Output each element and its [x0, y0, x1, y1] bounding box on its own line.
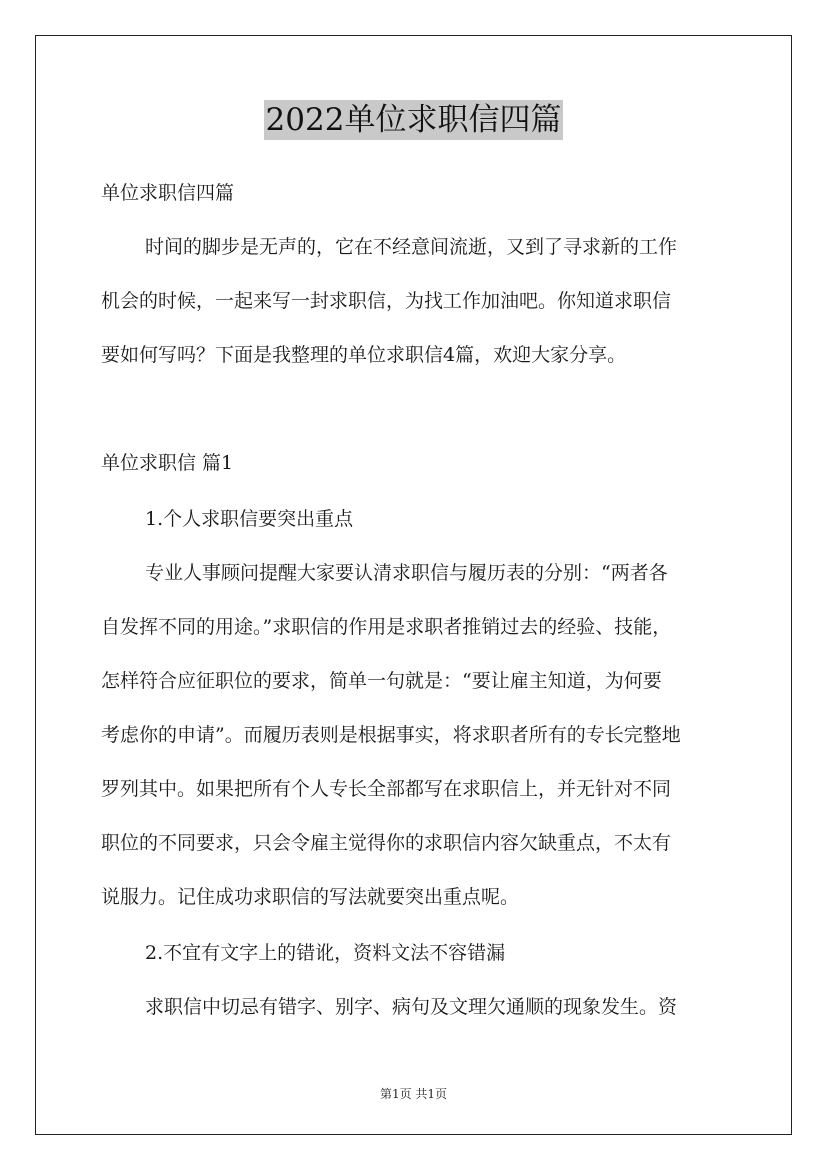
point1-heading: 1.个人求职信要突出重点 [145, 508, 354, 530]
point2-line-1: 求职信中切忌有错字、别字、病句及文理欠通顺的现象发生。资 [145, 996, 678, 1018]
title-container [0, 100, 827, 140]
point1-line-1: 专业人事顾问提醒大家要认清求职信与履历表的分别：“两者各 [145, 562, 668, 584]
point1-line-2: 自发挥不同的用途。”求职信的作用是求职者推销过去的经验、技能， [101, 616, 672, 638]
document-title: 2022单位求职信四篇 [265, 102, 562, 138]
page-footer: 第1页 共1页 [379, 1087, 448, 1101]
point1-line-4: 考虑你的申请”。而履历表则是根据事实，将求职者所有的专长完整地 [101, 724, 681, 746]
intro-line-3: 要如何写吗？下面是我整理的单位求职信4篇，欢迎大家分享。 [101, 344, 627, 366]
intro-line-1: 时间的脚步是无声的，它在不经意间流逝，又到了寻求新的工作 [145, 236, 678, 258]
point2-heading: 2.不宜有文字上的错讹，资料文法不容错漏 [145, 942, 506, 964]
point1-line-5: 罗列其中。如果把所有个人专长全部都写在求职信上，并无针对不同 [101, 778, 672, 800]
point1-line-3: 怎样符合应征职位的要求，简单一句就是：“要让雇主知道，为何要 [101, 670, 662, 692]
section-heading: 单位求职信 篇1 [101, 452, 234, 474]
point1-line-7: 说服力。记住成功求职信的写法就要突出重点呢。 [101, 886, 520, 908]
subtitle: 单位求职信四篇 [101, 182, 235, 204]
intro-line-2: 机会的时候，一起来写一封求职信，为找工作加油吧。你知道求职信 [101, 290, 672, 312]
point1-line-6: 职位的不同要求，只会令雇主觉得你的求职信内容欠缺重点，不太有 [101, 832, 672, 854]
